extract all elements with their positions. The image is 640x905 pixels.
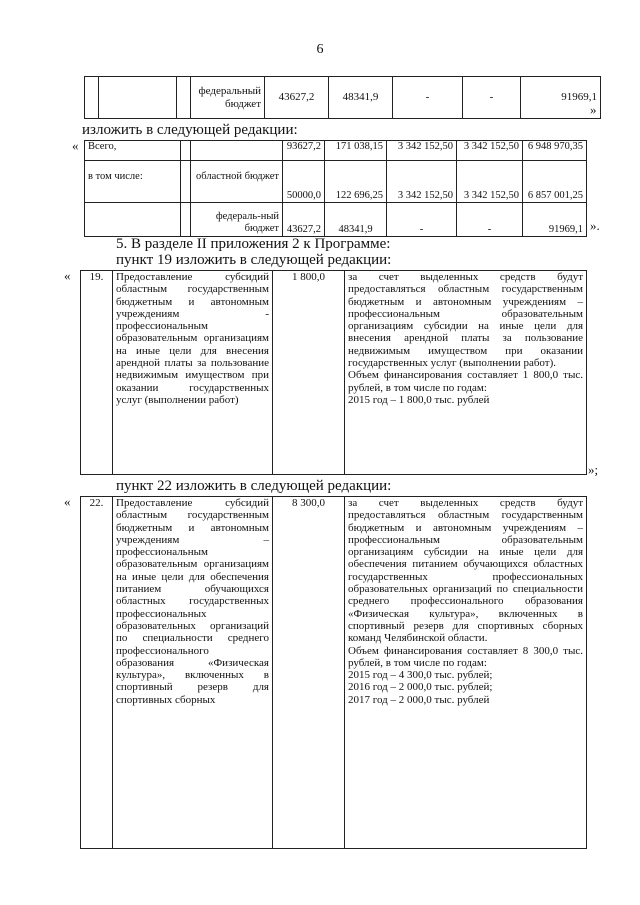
- table2-open-quote: «: [72, 138, 79, 153]
- federal-2017: -: [457, 203, 523, 237]
- table-totals: [84, 140, 587, 237]
- federal-2016: -: [387, 203, 457, 237]
- federal-budget-label: федераль-ный бюджет: [191, 203, 283, 237]
- item19-amount: 1 800,0: [273, 271, 345, 475]
- phrase-edit: изложить в следующей редакции:: [82, 122, 298, 138]
- item22-heading: пункт 22 изложить в следующей редакции:: [116, 478, 392, 494]
- total-2014: 93627,2: [283, 141, 325, 161]
- table1-value-2: 48341,9: [329, 77, 393, 119]
- table1-label: федеральный бюджет: [191, 77, 265, 119]
- page-number: 6: [316, 42, 324, 57]
- table1-value-4: -: [463, 77, 521, 119]
- item22-year-2017: 2017 год – 2 000,0 тыс. рублей: [348, 693, 490, 706]
- item19-number: 19.: [81, 271, 113, 475]
- regional-2015: 122 696,25: [325, 161, 387, 203]
- regional-2017: 3 342 152,50: [457, 161, 523, 203]
- item22-title: Предоставление субсидий областным государственным бюджетным и автономным учреждениям – профессиональным образовательным организациям на иные цели для обеспечения питанием обучающихся областных государственных профессиональных образовательных организаций по специальности среднего профессионального образования «Физическая культура», включенных в спортивный резерв для спортивных сборных: [113, 497, 273, 849]
- item22-open-quote: «: [64, 494, 71, 509]
- regional-budget-label: областной бюджет: [191, 161, 283, 203]
- item22-funding: Объем финансирования составляет 8 300,0 тыс. рублей, в том числе по годам:: [348, 644, 583, 669]
- item19-heading: пункт 19 изложить в следующей редакции:: [116, 252, 392, 268]
- federal-2014: 43627,2: [283, 203, 325, 237]
- item19-funding: Объем финансирования составляет 1 800,0 тыс. рублей, в том числе по годам:: [348, 369, 583, 394]
- item19-year-2015: 2015 год – 1 800,0 тыс. рублей: [348, 393, 490, 406]
- item22-year-2015: 2015 год – 4 300,0 тыс. рублей;: [348, 669, 493, 682]
- federal-sum: 91969,1: [523, 203, 587, 237]
- row-total-label: Всего,: [85, 141, 181, 161]
- item22-year-2016: 2016 год – 2 000,0 тыс. рублей;: [348, 681, 493, 694]
- federal-2015: 48341,9: [325, 203, 387, 237]
- table1-value-3: -: [393, 77, 463, 119]
- item22-description: за счет выделенных средств будут предоставляться областным государственным бюджетным и автономным учреждениям – профессиональным образовательным организациям субсидии на иные цели для обеспечения питанием обучающихся областных государственных профессиональных образовательных организаций по специальности среднего профессионального образования «Физическая культура», включенных в спортивный резерв для спортивных сборных команд Челябинской области. Объем финансирования составляет 8 300,0 тыс. рублей, в том числе по годам: 2015 год – 4 300,0 тыс. рублей; 2016 год – 2 000,0 тыс. рублей; 2017 год – 2 000,0 тыс. рублей: [345, 497, 587, 849]
- regional-sum: 6 857 001,25: [523, 161, 587, 203]
- table1-value-5: 91969,1: [521, 77, 601, 119]
- item19-end: »;: [588, 462, 599, 477]
- table1-end-quote: »: [590, 102, 597, 117]
- total-2017: 3 342 152,50: [457, 141, 523, 161]
- item22-amount: 8 300,0: [273, 497, 345, 849]
- regional-2014: 50000,0: [283, 161, 325, 203]
- regional-2016: 3 342 152,50: [387, 161, 457, 203]
- total-sum: 6 948 970,35: [523, 141, 587, 161]
- table-continuation: [84, 76, 601, 119]
- table2-end: ».: [590, 218, 600, 233]
- item19-title: Предоставление субсидий областным государственным бюджетным и автономным учреждениям - профессиональным образовательным организациям на иные цели для внесения арендной платы за пользование недвижимым имуществом при оказании государственных услуг (выполнении работ): [113, 271, 273, 475]
- item22-table: [80, 496, 587, 849]
- section-heading: 5. В разделе II приложения 2 к Программе:: [116, 236, 391, 252]
- item19-description: за счет выделенных средств будут предоставляться областным государственным бюджетным и автономным учреждениям – профессиональным образовательным организациям субсидии на иные цели для внесения арендной платы за пользование недвижимым имуществом при оказании государственных услуг (выполнении работ). Объем финансирования составляет 1 800,0 тыс. рублей, в том числе по годам: 2015 год – 1 800,0 тыс. рублей: [345, 271, 587, 475]
- item19-open-quote: «: [64, 268, 71, 283]
- row-including-label: в том числе:: [85, 161, 181, 203]
- item22-number: 22.: [81, 497, 113, 849]
- item19-table: [80, 270, 587, 475]
- total-2016: 3 342 152,50: [387, 141, 457, 161]
- table1-value-1: 43627,2: [265, 77, 329, 119]
- total-2015: 171 038,15: [325, 141, 387, 161]
